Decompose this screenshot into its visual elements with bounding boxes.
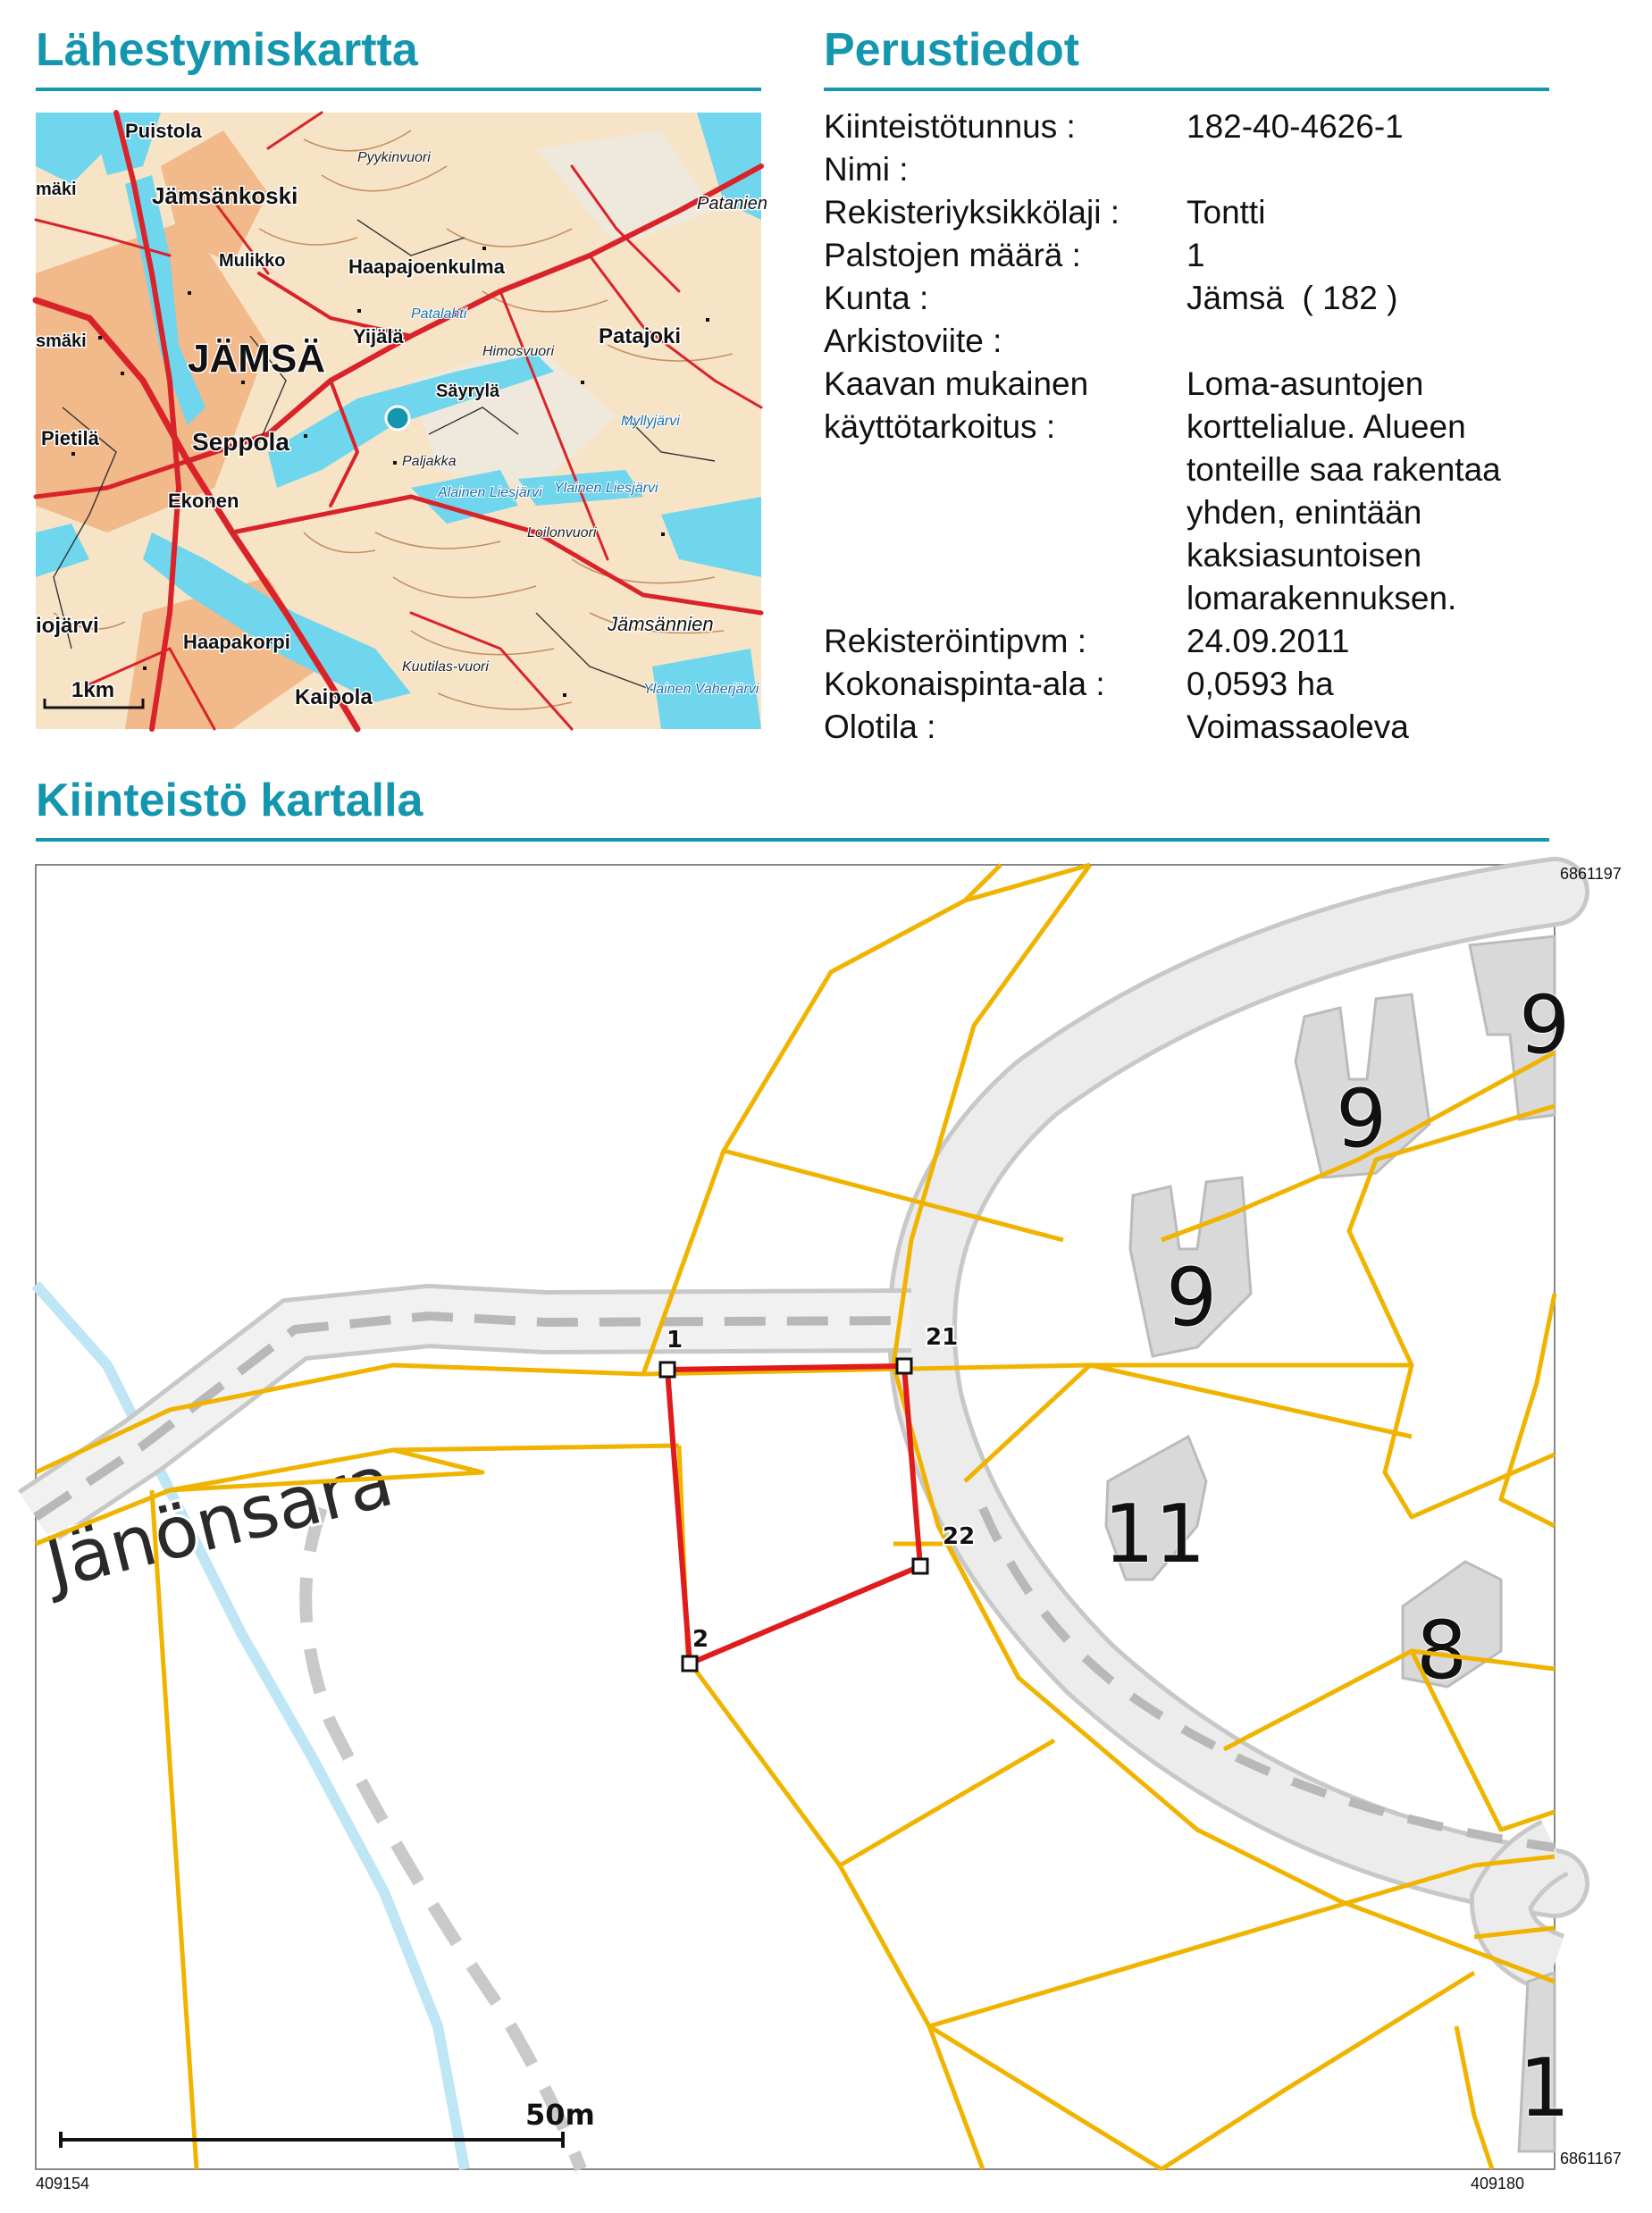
vertex-label-2: 2 bbox=[692, 1626, 709, 1653]
property-map bbox=[36, 865, 1571, 2169]
info-label-kokonaispinta-ala: Kokonaispinta-ala : bbox=[824, 666, 1105, 702]
coord-bottom-left: 409154 bbox=[36, 2175, 90, 2192]
vertex-22-marker bbox=[913, 1559, 927, 1573]
overview-label-puistola: Puistola bbox=[125, 120, 202, 142]
coord-bottom-center: 409180 bbox=[1471, 2175, 1525, 2192]
info-value-olotila: Voimassaoleva bbox=[1187, 708, 1409, 745]
info-value-kayttotarkoitus-line3: tonteille saa rakentaa bbox=[1187, 451, 1501, 488]
basic-info-title: Perustiedot bbox=[824, 24, 1080, 76]
info-value-kunta: Jämsä ( 182 ) bbox=[1187, 280, 1398, 316]
overview-label-jamsannien: Jämsännien bbox=[608, 613, 714, 635]
info-label-rekisteriyksikkolaji: Rekisteriyksikkölaji : bbox=[824, 194, 1120, 231]
vertex-label-22: 22 bbox=[943, 1523, 976, 1550]
overview-label-kaipola: Kaipola bbox=[295, 685, 373, 709]
overview-label-sayryla: Säyrylä bbox=[436, 381, 500, 401]
overview-title: Lähestymiskartta bbox=[36, 24, 418, 76]
building-number-8: 8 bbox=[1416, 1604, 1468, 1697]
overview-label-pietila: Pietilä bbox=[41, 427, 99, 449]
info-value-palstojen-maara: 1 bbox=[1187, 237, 1205, 273]
info-value-rekisterointipvm: 24.09.2011 bbox=[1187, 623, 1350, 659]
info-label-arkistoviite: Arkistoviite : bbox=[824, 323, 1002, 359]
overview-label-patalahti: Patalahti bbox=[411, 306, 467, 322]
info-label-rekisterointipvm: Rekisteröintipvm : bbox=[824, 623, 1087, 659]
overview-label-ylainen-liesjarvi: Ylainen Liesjärvi bbox=[554, 481, 658, 496]
coord-top-right: 6861197 bbox=[1560, 865, 1622, 883]
overview-label-patanien: Patanien bbox=[697, 194, 767, 214]
basic-info-title-rule bbox=[824, 88, 1549, 91]
info-label-nimi: Nimi : bbox=[824, 151, 909, 188]
info-label-kayttotarkoitus: käyttötarkoitus : bbox=[824, 408, 1056, 445]
info-label-kaavan-mukainen: Kaavan mukainen bbox=[824, 365, 1089, 402]
info-label-kiinteistotunnus: Kiinteistötunnus : bbox=[824, 108, 1076, 145]
overview-label-haapakorpi: Haapakorpi bbox=[183, 631, 290, 653]
info-value-kayttotarkoitus-line4: yhden, enintään bbox=[1187, 494, 1422, 531]
vertex-label-21: 21 bbox=[926, 1324, 959, 1351]
overview-label-seppola: Seppola bbox=[192, 428, 289, 456]
info-value-kayttotarkoitus-line6: lomarakennuksen. bbox=[1187, 580, 1457, 616]
overview-map bbox=[36, 113, 767, 729]
info-value-kiinteistotunnus: 182-40-4626-1 bbox=[1187, 108, 1404, 145]
overview-label-jamsa: JÄMSÄ bbox=[188, 337, 326, 381]
building-number-9b: 9 bbox=[1336, 1072, 1388, 1166]
info-value-kayttotarkoitus-line5: kaksiasuntoisen bbox=[1187, 537, 1422, 574]
vertex-2-marker bbox=[683, 1656, 697, 1671]
overview-label-ylainen-vaherjarvi: Ylainen Vaherjärvi bbox=[643, 682, 759, 697]
info-label-palstojen-maara: Palstojen määrä : bbox=[824, 237, 1081, 273]
info-label-kunta: Kunta : bbox=[824, 280, 929, 316]
info-label-olotila: Olotila : bbox=[824, 708, 936, 745]
info-value-kayttotarkoitus-line1: Loma-asuntojen bbox=[1187, 365, 1424, 402]
overview-label-ekonen: Ekonen bbox=[168, 490, 239, 512]
overview-label-paljakka: Paljakka bbox=[402, 454, 457, 469]
property-scale-label: 50m bbox=[525, 2098, 595, 2132]
road-name-label: Jänönsara bbox=[38, 1438, 401, 1605]
overview-label-smaki: smäki bbox=[36, 331, 87, 351]
info-value-kayttotarkoitus-line2: korttelialue. Alueen bbox=[1187, 408, 1466, 445]
building-number-9c: 9 bbox=[1166, 1251, 1218, 1345]
overview-location-marker bbox=[386, 407, 409, 430]
building-number-9a: 9 bbox=[1519, 978, 1571, 1072]
info-value-rekisteriyksikkolaji: Tontti bbox=[1187, 194, 1266, 231]
overview-label-kuutilasvuori: Kuutilas-vuori bbox=[402, 659, 489, 675]
overview-scale-label: 1km bbox=[71, 678, 115, 702]
overview-label-iojarvi: iojärvi bbox=[36, 614, 99, 638]
vertex-label-1: 1 bbox=[667, 1327, 683, 1354]
overview-label-loilonvuori: Loilonvuori bbox=[527, 525, 597, 541]
building-number-1: 1 bbox=[1519, 2041, 1571, 2135]
overview-label-alainen-liesjarvi: Alainen Liesjärvi bbox=[438, 485, 542, 500]
overview-label-mulikko: Mulikko bbox=[219, 251, 286, 271]
overview-label-yijala: Yijälä bbox=[353, 325, 404, 348]
overview-label-haapajoenkulma: Haapajoenkulma bbox=[348, 256, 505, 278]
property-map-title: Kiinteistö kartalla bbox=[36, 775, 423, 826]
vertex-1-marker bbox=[660, 1362, 675, 1377]
building-number-11: 11 bbox=[1103, 1488, 1206, 1581]
overview-label-pyykinvuori: Pyykinvuori bbox=[357, 150, 431, 165]
overview-label-jamsankoski: Jämsänkoski bbox=[152, 182, 298, 209]
property-map-title-rule bbox=[36, 838, 1549, 842]
overview-label-maki: mäki bbox=[36, 180, 77, 199]
info-value-kokonaispinta-ala: 0,0593 ha bbox=[1187, 666, 1334, 702]
overview-label-himosvuori: Himosvuori bbox=[482, 344, 555, 359]
overview-label-myllyjarvi: Myllyjärvi bbox=[621, 414, 680, 429]
overview-title-rule bbox=[36, 88, 761, 91]
vertex-21-marker bbox=[897, 1359, 911, 1373]
coord-bottom-right: 6861167 bbox=[1560, 2150, 1622, 2167]
overview-label-patajoki: Patajoki bbox=[599, 324, 682, 348]
